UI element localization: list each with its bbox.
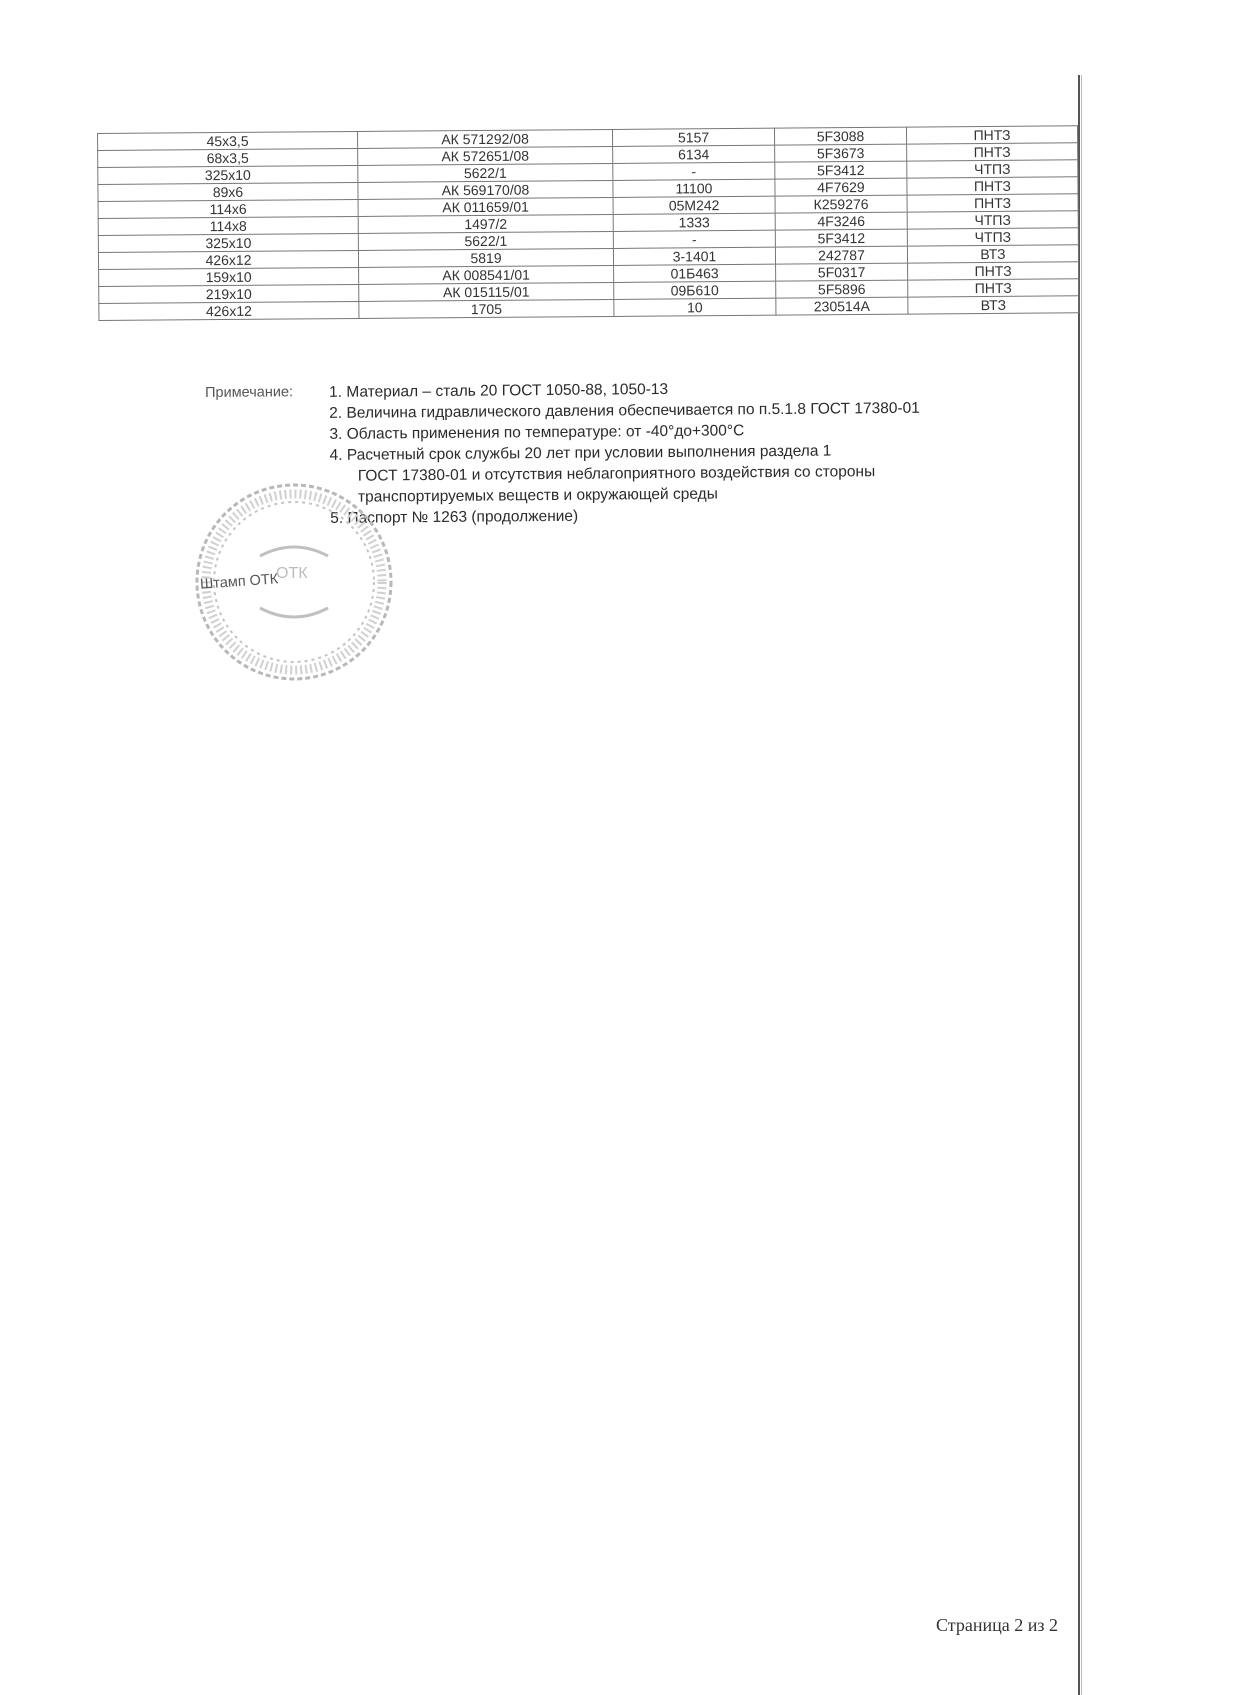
table-cell: 325x10 xyxy=(98,233,358,252)
table-cell: ПНТЗ xyxy=(907,143,1078,161)
note-item: 4. Расчетный срок службы 20 лет при условии выполнения раздела 1 xyxy=(329,442,832,464)
table-cell: 5622/1 xyxy=(358,163,613,182)
table-cell: 426x12 xyxy=(98,250,358,269)
table-cell: 45x3,5 xyxy=(98,131,358,150)
table-cell: 219x10 xyxy=(99,284,359,303)
stamp-label: Штамп ОТК xyxy=(199,571,279,593)
table-cell: АК 569170/08 xyxy=(358,180,613,199)
table-cell: 4F7629 xyxy=(775,178,907,196)
table-cell: 09Б610 xyxy=(614,281,776,299)
table-cell: 89x6 xyxy=(98,182,358,201)
table-cell: 5157 xyxy=(612,128,774,146)
table-cell: 114x6 xyxy=(98,199,358,218)
table-cell: 1497/2 xyxy=(358,214,613,233)
note-item: 1. Материал – сталь 20 ГОСТ 1050-88, 1050-13 xyxy=(329,380,669,401)
table-cell: 5819 xyxy=(358,248,613,267)
pipe-table xyxy=(97,125,1079,321)
table-cell: ВТЗ xyxy=(908,296,1079,314)
table-cell: ПНТЗ xyxy=(908,262,1079,280)
table-cell: ЧТПЗ xyxy=(907,211,1078,229)
table-cell: 10 xyxy=(614,298,776,316)
table-cell: 5622/1 xyxy=(358,231,613,250)
table-cell: АК 572651/08 xyxy=(358,146,613,165)
table-cell: 325x10 xyxy=(98,165,358,184)
table-cell: 1333 xyxy=(613,213,775,231)
table-cell: - xyxy=(613,162,775,180)
table-cell: 11100 xyxy=(613,179,775,197)
page-number: Страница 2 из 2 xyxy=(936,1615,1058,1635)
table-cell: АК 011659/01 xyxy=(358,197,613,216)
otk-stamp xyxy=(190,478,398,686)
page-edge-line xyxy=(1078,75,1080,1695)
note-item-continuation: транспортируемых веществ и окружающей среды xyxy=(357,485,718,506)
page-edge-shadow xyxy=(1081,75,1082,1695)
table-cell: 1705 xyxy=(359,299,614,318)
note-item: 2. Величина гидравлического давления обеспечивается по п.5.1.8 ГОСТ 17380-01 xyxy=(329,399,920,422)
table-cell: ЧТПЗ xyxy=(907,228,1078,246)
table-cell: 68x3,5 xyxy=(98,148,358,167)
table-cell: 242787 xyxy=(775,246,907,264)
table-cell: 5F3088 xyxy=(774,127,906,145)
table-cell: АК 015115/01 xyxy=(359,282,614,301)
table-cell: 426x12 xyxy=(99,301,359,320)
table-cell: 6134 xyxy=(613,145,775,163)
table-cell: - xyxy=(613,230,775,248)
table-cell: 4F3246 xyxy=(775,212,907,230)
stamp-center-text: ОТК xyxy=(276,565,308,582)
table-cell: 5F3673 xyxy=(775,144,907,162)
table-cell: 5F3412 xyxy=(775,229,907,247)
table-cell: К259276 xyxy=(775,195,907,213)
table-cell: ПНТЗ xyxy=(908,279,1079,297)
table-cell: ПНТЗ xyxy=(907,194,1078,212)
table-cell: ПНТЗ xyxy=(907,177,1078,195)
table-cell: 05М242 xyxy=(613,196,775,214)
table-cell: 5F0317 xyxy=(776,263,908,281)
table-cell: ВТЗ xyxy=(907,245,1078,263)
note-item: 3. Область применения по температуре: от -40°до+300°С xyxy=(329,422,745,443)
notes-prefix: Примечание: xyxy=(205,384,294,401)
table-cell: 114x8 xyxy=(98,216,358,235)
table-cell: 5F5896 xyxy=(776,280,908,298)
table-cell: ПНТЗ xyxy=(906,126,1077,144)
table-cell: 159x10 xyxy=(99,267,359,286)
table-cell: 01Б463 xyxy=(614,264,776,282)
table-cell: ЧТПЗ xyxy=(907,160,1078,178)
note-item-continuation: ГОСТ 17380-01 и отсутствия неблагоприятного воздействия со стороны xyxy=(357,463,876,485)
table-cell: АК 571292/08 xyxy=(357,129,612,148)
pipe-table-body xyxy=(98,126,1079,321)
table-cell: 3-1401 xyxy=(613,247,775,265)
table-cell: 230514А xyxy=(776,297,908,315)
note-item: 5. Паспорт № 1263 (продолжение) xyxy=(330,507,579,527)
table-cell: АК 008541/01 xyxy=(359,265,614,284)
table-cell: 5F3412 xyxy=(775,161,907,179)
